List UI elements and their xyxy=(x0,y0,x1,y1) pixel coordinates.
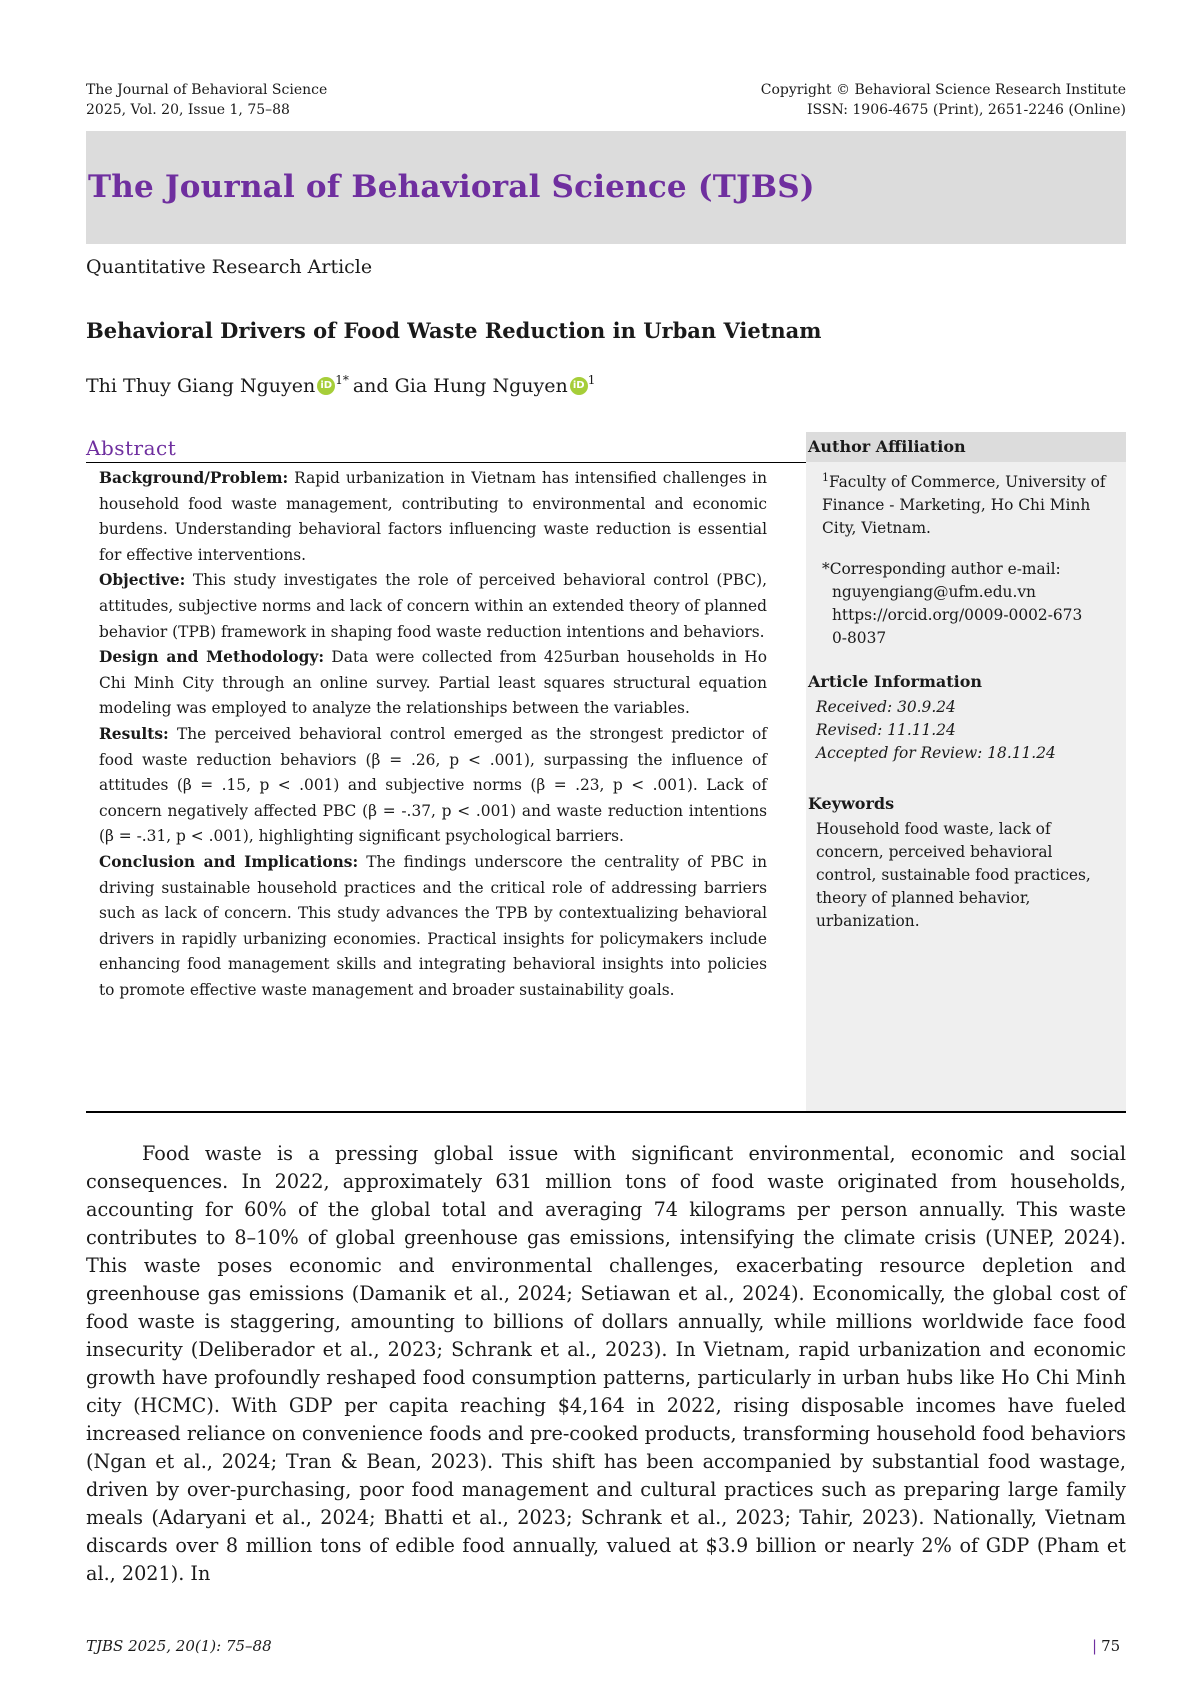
footer-citation: TJBS 2025, 20(1): 75–88 xyxy=(86,1637,272,1655)
journal-banner xyxy=(86,131,1126,244)
abstract-section-label: Design and Methodology: xyxy=(99,648,325,667)
abstract-body xyxy=(99,466,767,1003)
received-date: Received: 30.9.24 xyxy=(816,698,956,716)
article-sidebar xyxy=(806,432,1126,1112)
affiliation-text-block xyxy=(822,466,1122,540)
page-number: 75 xyxy=(1101,1637,1121,1655)
orcid-link[interactable]: https://orcid.org/0009-0002-6730-8037 xyxy=(832,606,1083,647)
abstract-divider xyxy=(86,462,806,463)
abstract-section xyxy=(99,466,767,568)
abstract-section-text: Rapid urbanization in Vietnam has intensified challenges in household food waste management, contributing to environmental and economic burdens. Understanding behavioral factors influencing waste reduction is essential for effective interventions. xyxy=(99,469,767,564)
abstract-bottom-divider xyxy=(86,1111,1126,1113)
author-2-superscript: 1 xyxy=(587,373,596,387)
abstract-section-text: The perceived behavioral control emerged as the strongest predictor of food waste reduction behaviors (β = .26, p < .001), surpassing the influence of attitudes (β = .15, p < .001) and subjective norms (β = .23, p < .001). Lack of concern negatively affected PBC (β = -.37, p < .001) and waste reduction intentions (β = -.31, p < .001), highlighting significant psychological barriers. xyxy=(99,724,767,846)
author-list xyxy=(86,375,599,397)
copyright-line: Copyright © Behavioral Science Research Institute xyxy=(760,82,1126,98)
abstract-section xyxy=(99,722,767,850)
affiliation-heading: Author Affiliation xyxy=(806,432,1126,462)
orcid-icon[interactable]: iD xyxy=(570,377,588,395)
abstract-section-label: Objective: xyxy=(99,571,186,590)
abstract-section xyxy=(99,568,767,645)
keywords-heading: Keywords xyxy=(808,794,895,813)
abstract-section xyxy=(99,850,767,1004)
abstract-section-text: The findings underscore the centrality of PBC in driving sustainable household practices and the critical role of addressing barriers such as lack of concern. This study advances the TPB by contextualizing behavioral drivers in rapidly urbanizing economies. Practical insights for policymakers include enhancing food management skills and integrating behavioral insights into policies to promote effective waste management and broader sustainability goals. xyxy=(99,852,767,999)
author-2-name: and Gia Hung Nguyen xyxy=(352,375,568,397)
body-paragraph: Food waste is a pressing global issue with significant environmental, economic and social consequences. In 2022, approximately 631 million tons of food waste originated from households, accounting for 60% of the global total and averaging 74 kilograms per person annually. This waste contributes to 8–10% of global greenhouse gas emissions, intensifying the climate crisis (UNEP, 2024). This waste poses economic and environmental challenges, exacerbating resource depletion and greenhouse gas emissions (Damanik et al., 2024; Setiawan et al., 2024). Economically, the global cost of food waste is staggering, amounting to billions of dollars annually, while millions worldwide face food insecurity (Deliberador et al., 2023; Schrank et al., 2023). In Vietnam, rapid urbanization and economic growth have profoundly reshaped food consumption patterns, particularly in urban hubs like Ho Chi Minh city (HCMC). With GDP per capita reaching $4,164 in 2022, rising disposable incomes have fueled increased reliance on convenience foods and pre-cooked products, transforming household food behaviors (Ngan et al., 2024; Tran & Bean, 2023). This shift has been accompanied by substantial food wastage, driven by over-purchasing, poor food management and cultural practices such as preparing large family meals (Adaryani et al., 2024; Bhatti et al., 2023; Schrank et al., 2023; Tahir, 2023). Nationally, Vietnam discards over 8 million tons of edible food annually, valued at $3.9 billion or nearly 2% of GDP (Pham et al., 2021). In xyxy=(86,1142,1126,1585)
footer-page xyxy=(1092,1637,1120,1655)
body-text xyxy=(86,1140,1126,1588)
corresponding-email-link[interactable]: nguyengiang@ufm.edu.vn xyxy=(832,583,1036,601)
author-1-name: Thi Thuy Giang Nguyen xyxy=(86,375,316,397)
revised-date: Revised: 11.11.24 xyxy=(816,721,956,739)
article-title: Behavioral Drivers of Food Waste Reduction in Urban Vietnam xyxy=(86,318,822,343)
volume-line: 2025, Vol. 20, Issue 1, 75–88 xyxy=(86,102,290,118)
abstract-section-label: Conclusion and Implications: xyxy=(99,852,359,871)
article-dates xyxy=(816,696,1116,765)
article-type: Quantitative Research Article xyxy=(86,256,373,278)
journal-banner-title: The Journal of Behavioral Science (TJBS) xyxy=(88,169,815,205)
abstract-section-label: Background/Problem: xyxy=(99,469,289,487)
orcid-icon[interactable]: iD xyxy=(317,377,335,395)
corresponding-author-label: *Corresponding author e-mail: xyxy=(822,560,1061,578)
abstract-section-label: Results: xyxy=(99,724,169,743)
affiliation-superscript: 1 xyxy=(822,471,829,484)
author-1-superscript: 1* xyxy=(335,373,349,387)
accepted-date: Accepted for Review: 18.11.24 xyxy=(816,744,1056,762)
abstract-heading: Abstract xyxy=(86,436,177,460)
article-info-heading: Article Information xyxy=(808,672,983,691)
journal-name-line: The Journal of Behavioral Science xyxy=(86,82,328,98)
abstract-section-text: This study investigates the role of perceived behavioral control (PBC), attitudes, subjective norms and lack of concern within an extended theory of planned behavior (TPB) framework in shaping food waste reduction intentions and behaviors. xyxy=(99,571,768,641)
abstract-section-text: Data were collected from 425urban households in Ho Chi Minh City through an online survey. Partial least squares structural equation modeling was employed to analyze the relationships between the variables. xyxy=(99,648,767,718)
affiliation-text: Faculty of Commerce, University of Finance - Marketing, Ho Chi Minh City, Vietnam. xyxy=(822,473,1106,538)
keywords-list: Household food waste, lack of concern, perceived behavioral control, sustainable food practices, theory of planned behavior, urbanization. xyxy=(816,820,1091,930)
abstract-section xyxy=(99,645,767,722)
footer-page-divider: | xyxy=(1092,1637,1098,1655)
issn-line: ISSN: 1906-4675 (Print), 2651-2246 (Online) xyxy=(807,102,1126,118)
corresponding-author-block xyxy=(822,558,1122,650)
